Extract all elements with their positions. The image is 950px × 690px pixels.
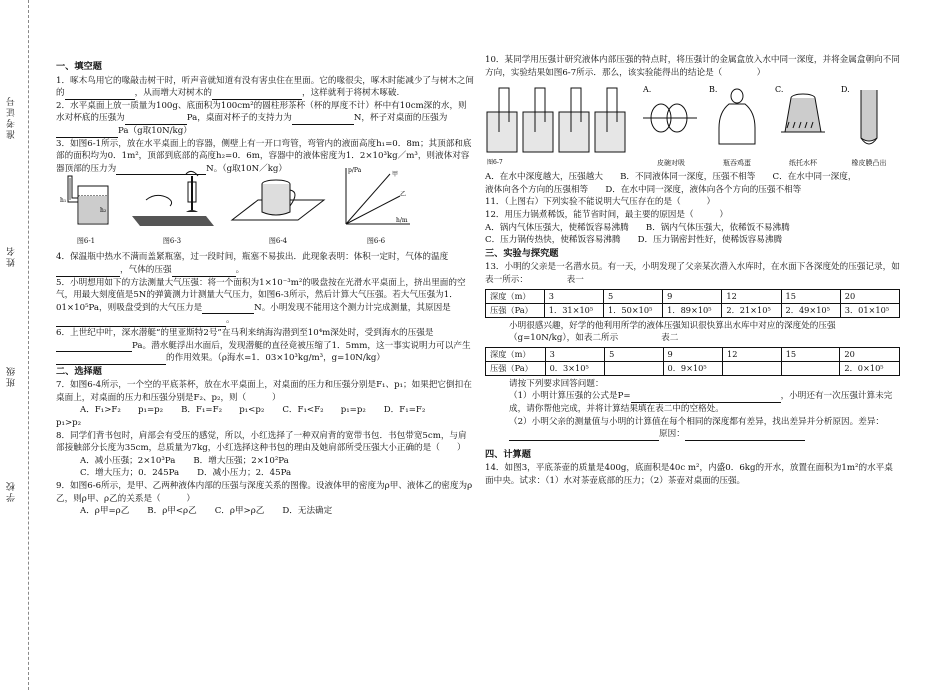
table-cell: 深度（m） xyxy=(486,347,546,361)
table-cell: 15 xyxy=(781,347,840,361)
table-row xyxy=(486,289,900,303)
question-7: 7．如图6-4所示，一个空的平底茶杯，放在水平桌面上，对桌面的压力和压强分别是F₁、p₁；如果把它倒扣在桌面上，对桌面的压力和压强分别是F₂、p₂，则（ ） xyxy=(56,380,472,403)
table-cell[interactable] xyxy=(781,361,840,375)
left-column xyxy=(56,60,474,518)
question-10-options: A．在水中深度越大，压强越大 B．不同液体同一深度，压强不相等 C．在水中同一深度， xyxy=(485,172,857,183)
question-10: 10．某同学用压强计研究液体内部压强的特点时，将压强计的金属盒放入水中同一深度，并将金属盒朝向不同方向，实验结果如图6-7所示．那么，该实验能得出的结论是（ ） xyxy=(485,55,900,78)
table-cell: 0．9×10⁵ xyxy=(663,361,723,375)
question-13-b: 小明很感兴趣，好学的他利用所学的液体压强知识很快算出水库中对应的深度处的压强（g=10N/kg），如表二所示 表二 xyxy=(509,320,836,344)
caption: 图6-1 xyxy=(76,236,96,245)
figure-6-3 xyxy=(126,170,218,247)
question-11: 11．（上图右）下列实验不能说明大气压存在的是（ ） xyxy=(485,197,716,208)
figure-row xyxy=(56,167,474,247)
table-cell[interactable] xyxy=(605,361,663,375)
section-fill-blank: 一、填空题 xyxy=(56,61,102,72)
letter: C. xyxy=(775,85,784,95)
option-d[interactable]: D．无法确定 xyxy=(282,506,333,517)
question-12-options-2: C．压力锅传热快，使稀饭容易沸腾 D．压力锅密封性好，使稀饭容易沸腾 xyxy=(485,235,783,246)
table-row xyxy=(486,303,900,317)
table-cell: 3 xyxy=(545,347,605,361)
table-cell: 2．0×10⁵ xyxy=(840,361,900,375)
table-cell[interactable] xyxy=(723,361,782,375)
label-text: 准考证号 xyxy=(7,95,17,139)
question-5: 5．小明想用如下的方法测量大气压强：将一个面积为1×10⁻³m²的吸盘按在光滑水平桌面上，挤出里面的空气，用最大刻度值是5N的弹簧测力计测量大气压力，如图6-3所示，然后计算大气压强。若大气压强为1．01×10⁵Pa，则吸盘受到的大气压力是 N。小明发现不能用这个测力计完成测量，其原因是。 xyxy=(56,277,466,326)
label-text: 班级 xyxy=(7,365,17,387)
caption: 纸托水杯 xyxy=(789,158,817,167)
question-13-d: （1）小明计算压强的公式是P= ，小明还有一次压强计算未完成，请你帮他完成，并将计算结果填在表二中的空格处。 xyxy=(509,391,893,414)
right-column xyxy=(485,54,900,487)
cut-line xyxy=(28,0,29,690)
line-label-b: 乙 xyxy=(400,191,407,199)
caption: 图6-3 xyxy=(162,236,182,245)
option-a[interactable]: A．减小压强；2×10³Pa xyxy=(80,455,176,466)
figure-6-4 xyxy=(228,170,328,247)
caption: 图6-7 xyxy=(487,159,503,167)
question-8-options xyxy=(56,455,474,468)
table-cell: 15 xyxy=(781,289,840,303)
table-cell: 12 xyxy=(723,347,782,361)
option-c[interactable]: C．ρ甲>ρ乙 xyxy=(214,506,265,517)
question-12-options: A．锅内气体压强大，使稀饭容易沸腾 B．锅内气体压强大，依稀饭不易沸腾 xyxy=(485,222,790,233)
caption: 橡皮膜凸出 xyxy=(851,158,887,167)
table-cell: 5 xyxy=(605,347,663,361)
table-cell: 5 xyxy=(603,289,662,303)
caption: 图6-6 xyxy=(366,236,386,245)
binding-margin xyxy=(0,0,40,690)
question-7-extra: p₁>p₂ xyxy=(56,418,82,429)
figure-6-1 xyxy=(56,172,116,247)
table-cell: 20 xyxy=(840,347,900,361)
option-d[interactable]: D．F₁=F₂ xyxy=(383,405,426,416)
table-cell: 9 xyxy=(663,289,722,303)
table-cell: 1．50×10⁵ xyxy=(603,303,662,317)
question-9: 9．如图6-6所示，是甲、乙两种液体内部的压强与深度关系的图像。设液体甲的密度为ρ甲、液体乙的密度为ρ乙，则ρ甲、ρ乙的关系是（ ） xyxy=(56,481,473,504)
label-text: 学校 xyxy=(7,480,17,502)
question-13: 13．小明的父亲是一名潜水员。有一天，小明发现了父亲某次潜入水库时，在水面下各深度处的压强记录，如表一所示： 表一 xyxy=(485,262,900,285)
option-b[interactable]: B．F₁=F₂ p₁<p₂ xyxy=(181,405,265,416)
table-cell: 3 xyxy=(544,289,603,303)
table-cell: 3．01×10⁵ xyxy=(840,303,899,317)
caption: 皮碗对吸 xyxy=(657,158,685,167)
svg-text:h₂: h₂ xyxy=(100,207,107,215)
letter: A. xyxy=(643,85,652,95)
question-8: 8．同学们背书包时，肩部会有受压的感觉，所以，小红选择了一种双肩背的宽带书包．书包带宽5cm，与肩部接触部分长度为35cm，总质量为7kg，小红选择这种书包的理由及她肩部所受压强大小正确的是（ ） xyxy=(56,430,467,454)
question-12: 12．用压力锅煮稀饭，能节省时间，最主要的原因是（ ） xyxy=(485,209,728,220)
table-cell: 12 xyxy=(722,289,781,303)
table-2 xyxy=(485,347,900,376)
option-a[interactable]: A．ρ甲=ρ乙 xyxy=(80,506,130,517)
svg-text:h₁: h₁ xyxy=(60,197,67,205)
question-9-options xyxy=(56,505,474,518)
option-d[interactable]: D．减小压力；2．45Pa xyxy=(197,468,292,479)
question-2: 2．水平桌面上放一质量为100g、底面积为100cm²的圆柱形茶杯（杯的厚度不计）杯中有10cm深的水，则水对杯底的压强为 Pa，桌面对杯子的支持力为 N，杯子对桌面的压强为Pa（g取10N/kg） xyxy=(56,100,467,136)
table-cell: 9 xyxy=(663,347,723,361)
label-text: 姓名 xyxy=(7,245,17,267)
exam-id-label xyxy=(6,95,19,139)
suction-cup-diagram xyxy=(126,170,218,230)
figure-6-7 xyxy=(485,82,635,168)
section-choice: 二、选择题 xyxy=(56,365,102,377)
table-cell: 2．21×10⁵ xyxy=(722,303,781,317)
option-c[interactable]: C．F₁<F₂ p₁=p₂ xyxy=(282,405,366,416)
caption: 瓶吞鸡蛋 xyxy=(723,158,751,167)
pressure-depth-graph xyxy=(338,164,414,230)
line-label-a: 甲 xyxy=(392,171,399,179)
option-c[interactable]: C．增大压力；0．245Pa xyxy=(80,468,180,479)
question-13-f: （2）小明父亲的测量值与小明的计算值在每个相同的深度都有差异，找出差异并分析原因。差异：原因： xyxy=(509,416,885,440)
question-7-options xyxy=(56,404,474,417)
class-label xyxy=(6,365,19,387)
letter: B. xyxy=(709,85,718,95)
table-cell: 压强（Pa） xyxy=(486,361,546,375)
question-14: 14．如图3，平底茶壶的质量是400g，底面积是40c m²，内盛0．6kg的开水，放置在面积为1m²的水平桌面中央。试求：（1）水对茶壶底部的压力；（2）茶壶对桌面的压强。 xyxy=(485,463,893,486)
option-b-figure xyxy=(707,82,767,168)
question-3: 3．如图6-1所示，放在水平桌面上的容器，侧壁上有一开口弯管，弯管内的液面高度h₁=0．8m；其顶部和底部的面积均为0．1m²，顶部到底部的高度h₂=0．6m，容器中的液体密度为1．2×10³kg／m³，则液体对容器顶部的压力为 N。（g取10N／kg） xyxy=(56,138,472,174)
question-13-c: 请按下列要求回答问题： xyxy=(509,378,604,389)
table-cell: 2．49×10⁵ xyxy=(781,303,840,317)
option-a-figure xyxy=(641,82,701,168)
option-b[interactable]: B．ρ甲<ρ乙 xyxy=(147,506,197,517)
question-4: 4．保温瓶中热水不满而盖紧瓶塞，过一段时间，瓶塞不易拔出．此现象表明：体积一定时，气体的温度，气体的压强 。 xyxy=(56,252,449,275)
table-row xyxy=(486,347,900,361)
school-label xyxy=(6,480,19,502)
table-cell: 压强（Pa） xyxy=(486,303,545,317)
x-axis-label: h/m xyxy=(396,217,408,225)
table-cell: 1．31×10⁵ xyxy=(544,303,603,317)
table-cell: 20 xyxy=(840,289,899,303)
question-8-options-2 xyxy=(56,467,474,480)
section-experiment: 三、实验与探究题 xyxy=(485,247,559,259)
section-calculation: 四、计算题 xyxy=(485,448,531,460)
figure-6-7-row xyxy=(485,82,900,168)
letter: D. xyxy=(841,85,850,95)
caption: 图6-4 xyxy=(268,236,288,245)
pressure-gauge-diagram xyxy=(485,82,635,166)
option-c-figure xyxy=(773,82,833,168)
figure-6-6 xyxy=(338,164,414,247)
option-a[interactable]: A．F₁>F₂ p₁=p₂ xyxy=(80,405,164,416)
table-1 xyxy=(485,289,900,318)
y-axis-label: p/Pa xyxy=(348,167,362,175)
teacup-diagram xyxy=(228,170,328,230)
name-label xyxy=(6,245,19,267)
question-6: 6．上世纪中叶，深水潜艇“的里亚斯特2号”在马利来纳海沟潜到至10⁴m深处时，受到海水的压强是Pa。潜水艇浮出水面后，发现潜艇的直径竟被压缩了1．5mm，这一事实说明力可以产生的作用效果。（ρ海水=1．03×10³kg/m³，g=10N/kg） xyxy=(56,327,471,364)
table-cell: 0．3×10⁵ xyxy=(545,361,605,375)
option-b[interactable]: B．增大压强；2×10²Pa xyxy=(193,455,289,466)
table-cell: 1．89×10⁵ xyxy=(663,303,722,317)
table-cell: 深度（m） xyxy=(486,289,545,303)
question-1: 1．啄木鸟用它的喙敲击树干时，听声音就知道有没有害虫住在里面。它的喙很尖，啄木时能减少了与树木之间的 ，从而增大对树木的 ，这样就利于将树木啄破. xyxy=(56,75,474,99)
option-d-figure xyxy=(839,82,899,168)
container-diagram xyxy=(56,172,116,230)
table-row xyxy=(486,361,900,375)
question-10-options-2: 液体向各个方向的压强相等 D．在水中同一深度，液体向各个方向的压强不相等 xyxy=(485,184,802,195)
